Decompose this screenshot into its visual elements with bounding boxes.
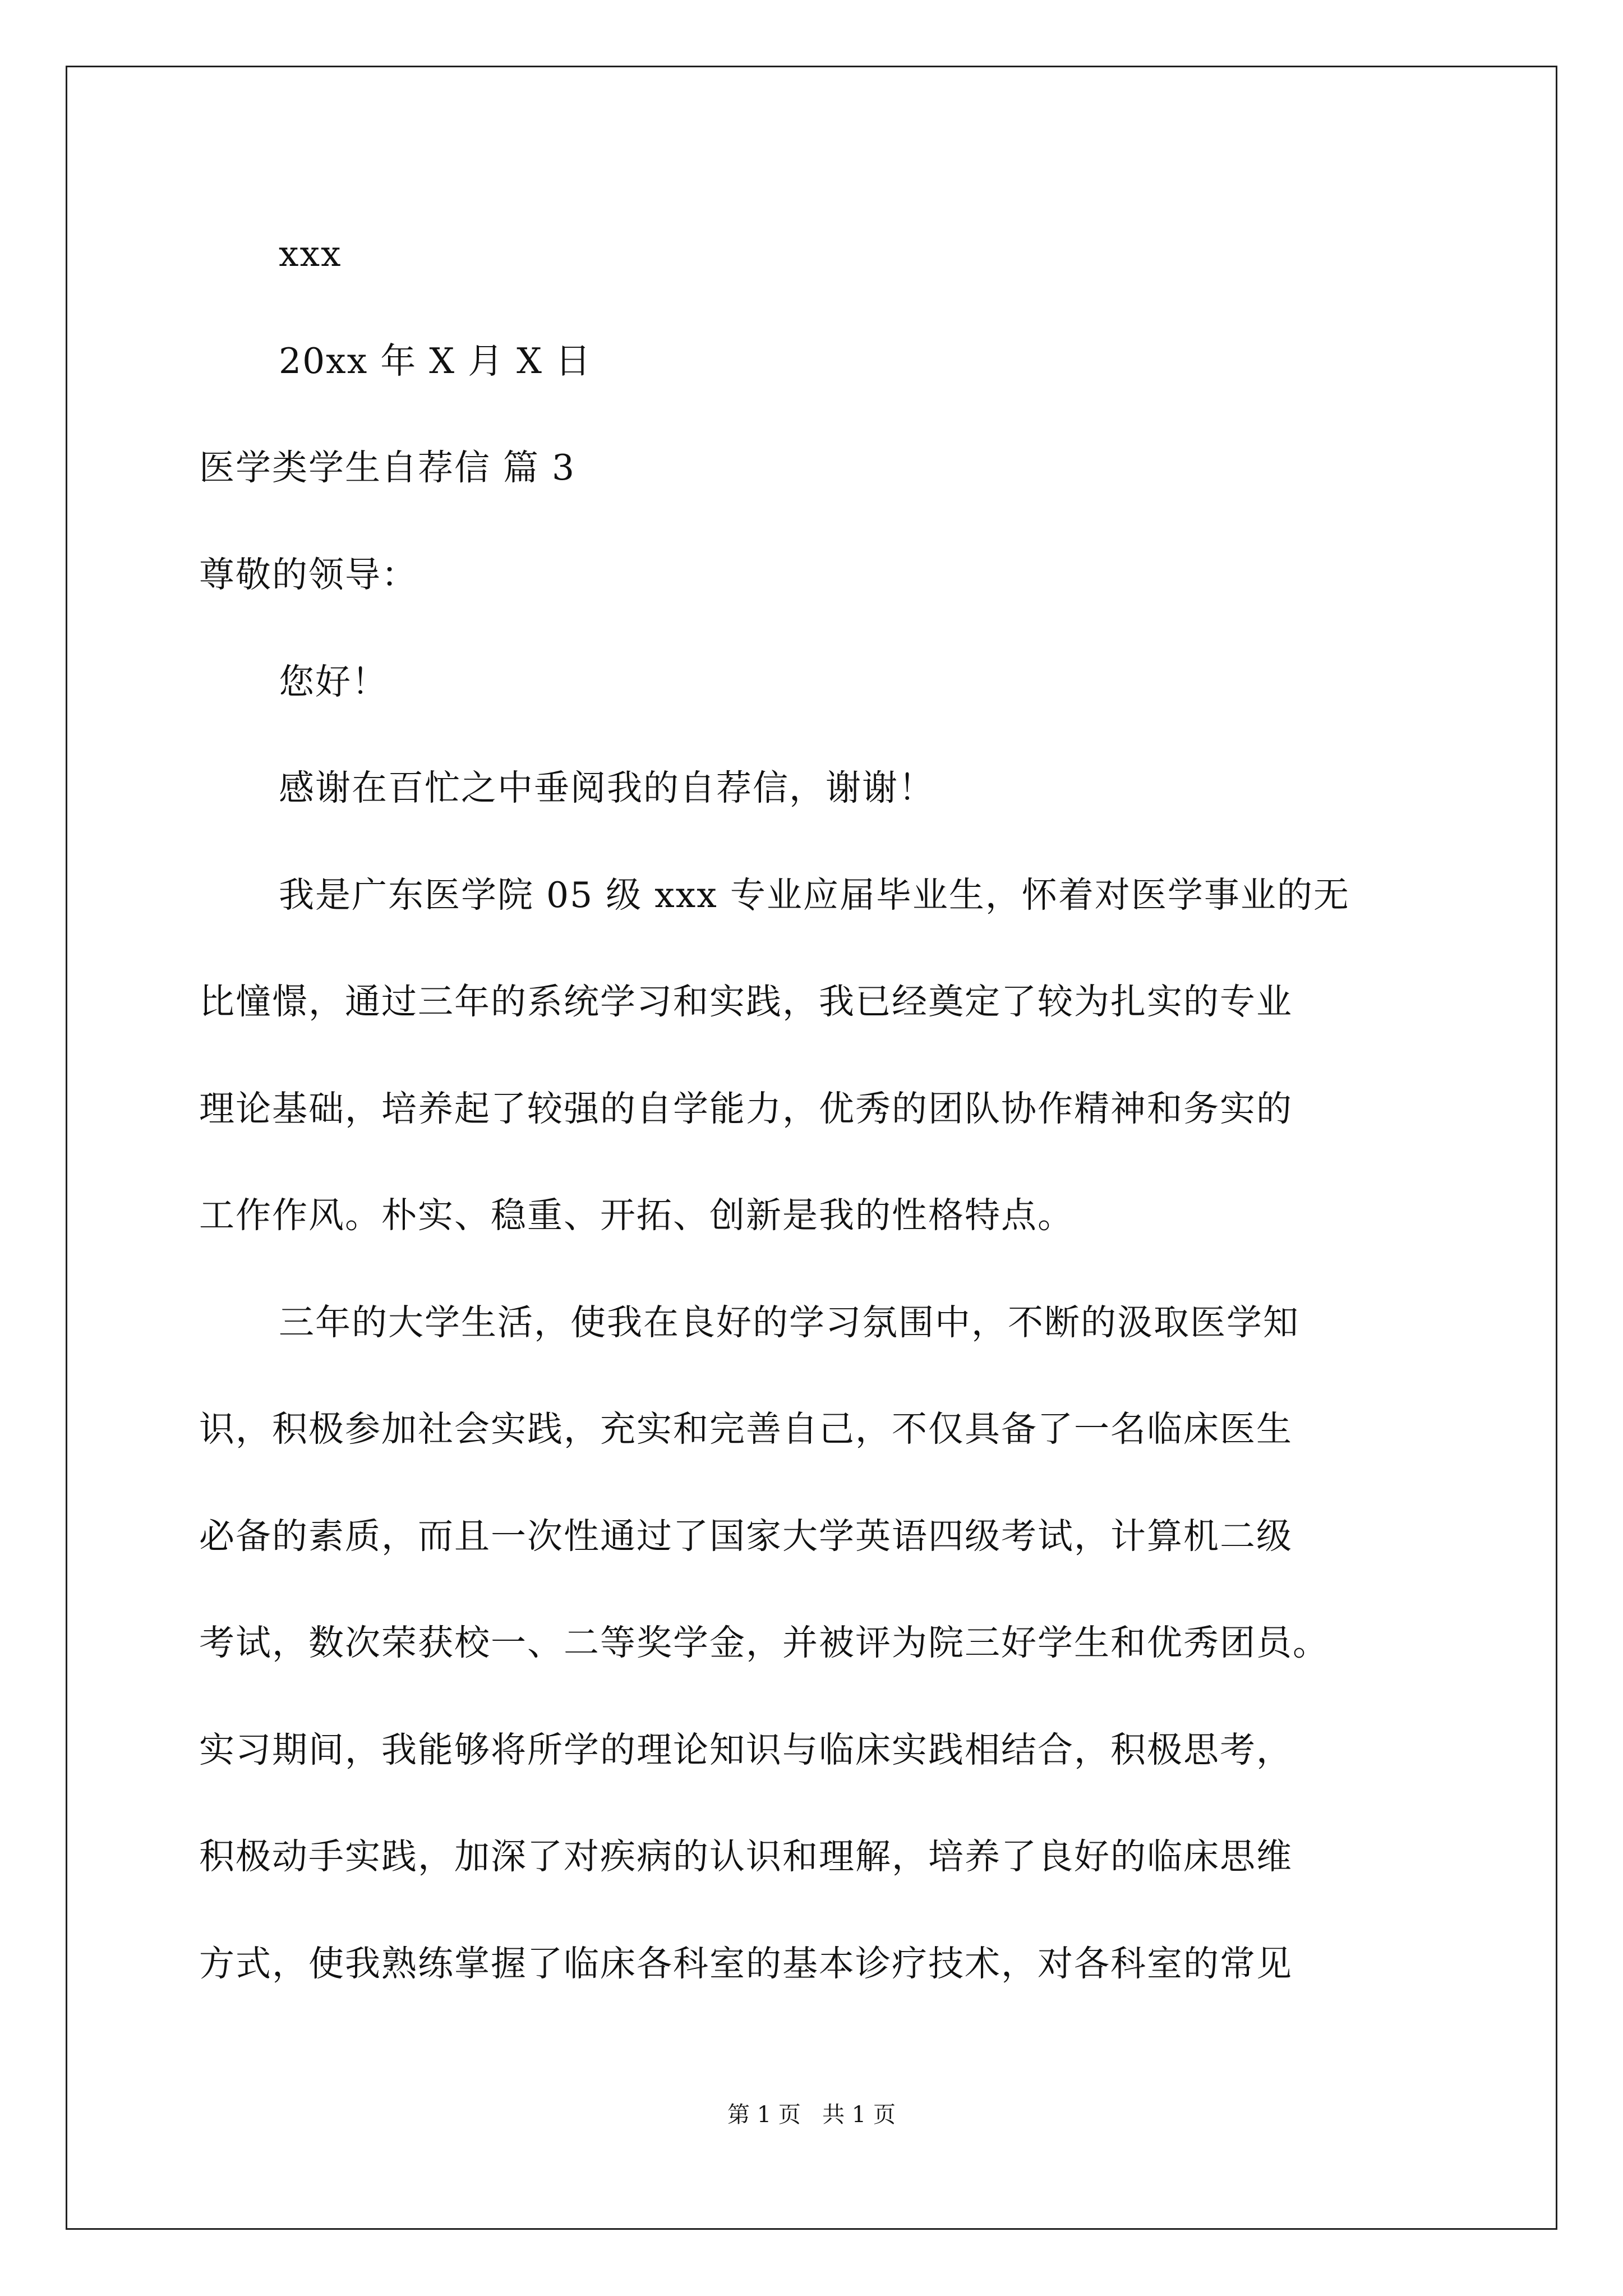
page-border (66, 66, 1557, 2230)
body-line: 三年的大学生活，使我在良好的学习氛围中，不断的汲取医学知 (279, 1302, 1299, 1343)
body-line: 识，积极参加社会实践，充实和完善自己，不仅具备了一名临床医生 (199, 1409, 1293, 1450)
body-line: 工作作风。朴实、稳重、开拓、创新是我的性格特点。 (199, 1195, 1074, 1236)
page-footer: 第 1 页 共 1 页 (727, 2102, 896, 2128)
body-line: 比憧憬，通过三年的系统学习和实践，我已经奠定了较为扎实的专业 (199, 981, 1293, 1022)
body-line: 积极动手实践，加深了对疾病的认识和理解，培养了良好的临床思维 (199, 1836, 1293, 1877)
body-line: 考试，数次荣获校一、二等奖学金，并被评为院三好学生和优秀团员。 (199, 1622, 1329, 1663)
body-line: 实习期间，我能够将所学的理论知识与临床实践相结合，积极思考， (199, 1729, 1293, 1770)
body-line: 我是广东医学院 05 级 xxx 专业应届毕业生，怀着对医学事业的无 (279, 875, 1350, 915)
body-line: 方式，使我熟练掌握了临床各科室的基本诊疗技术，对各科室的常见 (199, 1943, 1293, 1984)
body-line: 必备的素质，而且一次性通过了国家大学英语四级考试，计算机二级 (199, 1516, 1293, 1557)
section-title: 医学类学生自荐信 篇 3 (199, 447, 576, 488)
body-line: 感谢在百忙之中垂阅我的自荐信，谢谢！ (279, 767, 935, 808)
greeting: 您好！ (279, 661, 388, 702)
date-line: 20xx 年 X 月 X 日 (279, 341, 592, 381)
body-line: 理论基础，培养起了较强的自学能力，优秀的团队协作精神和务实的 (199, 1088, 1293, 1129)
salutation: 尊敬的领导： (199, 554, 418, 595)
signature: xxx (279, 233, 342, 274)
